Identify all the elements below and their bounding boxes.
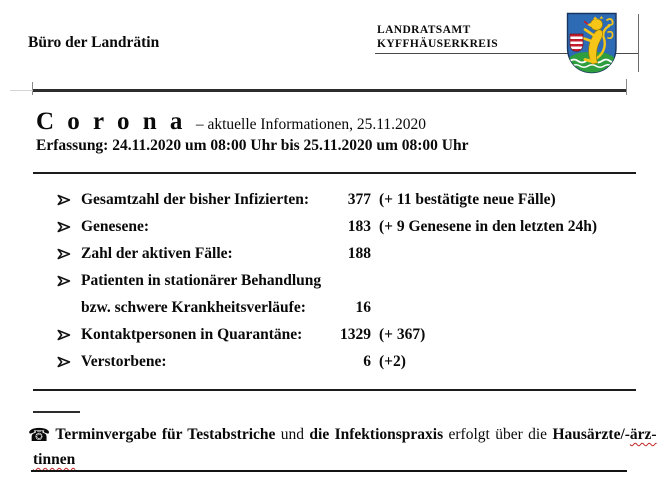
org-name bbox=[377, 23, 498, 51]
footer-line2-text: tinnen bbox=[33, 451, 76, 468]
separator-rule-bottom bbox=[33, 389, 636, 391]
reporting-period: Erfassung: 24.11.2020 um 08:00 Uhr bis 25.11.2020 um 08:00 Uhr bbox=[36, 137, 469, 154]
footer-text-segment: Hausärzte/- bbox=[552, 426, 630, 443]
title-corona: C o r o n a bbox=[36, 108, 186, 135]
header-rule-right-tick bbox=[626, 79, 627, 95]
arrow-bullet-icon bbox=[57, 247, 81, 260]
stats-list bbox=[33, 186, 633, 375]
org-name-line1: LANDRATSAMT bbox=[377, 24, 471, 36]
footer-segments bbox=[55, 426, 656, 443]
stat-note: (+ 9 Genesene in den letzten 24h) bbox=[379, 218, 598, 235]
stat-row bbox=[33, 321, 633, 348]
stat-label: Verstorbene: bbox=[81, 353, 167, 370]
stat-value: 377 bbox=[347, 191, 371, 208]
stat-value: 16 bbox=[355, 299, 371, 316]
stat-note: (+2) bbox=[379, 353, 406, 370]
stat-label: Zahl der aktiven Fälle: bbox=[81, 245, 233, 262]
telephone-icon: ☎ bbox=[28, 425, 51, 446]
stat-label: Patienten in stationärer Behandlung bbox=[81, 272, 322, 289]
header-right-border bbox=[638, 14, 639, 72]
document-title bbox=[36, 108, 426, 136]
arrow-bullet-icon bbox=[57, 328, 81, 341]
header-rule bbox=[33, 89, 626, 92]
title-subtitle: – aktuelle Informationen, 25.11.2020 bbox=[195, 116, 427, 133]
org-name-line2: KYFFHÄUSERKREIS bbox=[377, 38, 499, 50]
stat-label: Gesamtzahl der bisher Infizierten: bbox=[81, 191, 310, 208]
footer-text-segment: und bbox=[275, 426, 310, 443]
stat-row bbox=[33, 186, 633, 213]
coat-of-arms-icon bbox=[566, 12, 618, 79]
stat-value: 1329 bbox=[340, 326, 371, 343]
header-rule-left-tick bbox=[32, 82, 33, 95]
stat-note: (+ 11 bestätigte neue Fälle) bbox=[379, 191, 556, 208]
arrow-bullet-icon bbox=[57, 355, 81, 368]
footnote-rule bbox=[33, 411, 80, 413]
footer-text-segment: erfolgt über die bbox=[443, 426, 553, 443]
stat-row bbox=[33, 240, 633, 267]
footer-sentence bbox=[28, 424, 657, 446]
footer-text-segment: Terminvergabe für Testabstriche bbox=[55, 426, 276, 443]
arrow-bullet-icon bbox=[57, 220, 81, 233]
stat-value: 6 bbox=[363, 353, 371, 370]
footer-text-segment: die Infektionspraxis bbox=[309, 426, 444, 443]
footer-text-segment: ärz- bbox=[629, 426, 657, 443]
separator-rule-top bbox=[33, 172, 636, 174]
stat-row bbox=[33, 213, 633, 240]
arrow-bullet-icon bbox=[57, 274, 81, 287]
header-rule-left-faint bbox=[10, 90, 33, 91]
stat-label-continued: bzw. schwere Krankheitsverläufe: bbox=[81, 299, 306, 316]
bottom-rule bbox=[31, 470, 627, 472]
arrow-bullet-icon bbox=[57, 193, 81, 206]
office-label: Büro der Landrätin bbox=[28, 34, 160, 51]
stat-value: 188 bbox=[347, 245, 371, 262]
stat-row bbox=[33, 348, 633, 375]
stat-label: Kontaktpersonen in Quarantäne: bbox=[81, 326, 303, 343]
footer-word-wrap bbox=[33, 451, 75, 469]
stat-note: (+ 367) bbox=[379, 326, 426, 343]
stat-row bbox=[33, 267, 633, 321]
stat-label: Genesene: bbox=[81, 218, 150, 235]
stat-value: 183 bbox=[347, 218, 371, 235]
